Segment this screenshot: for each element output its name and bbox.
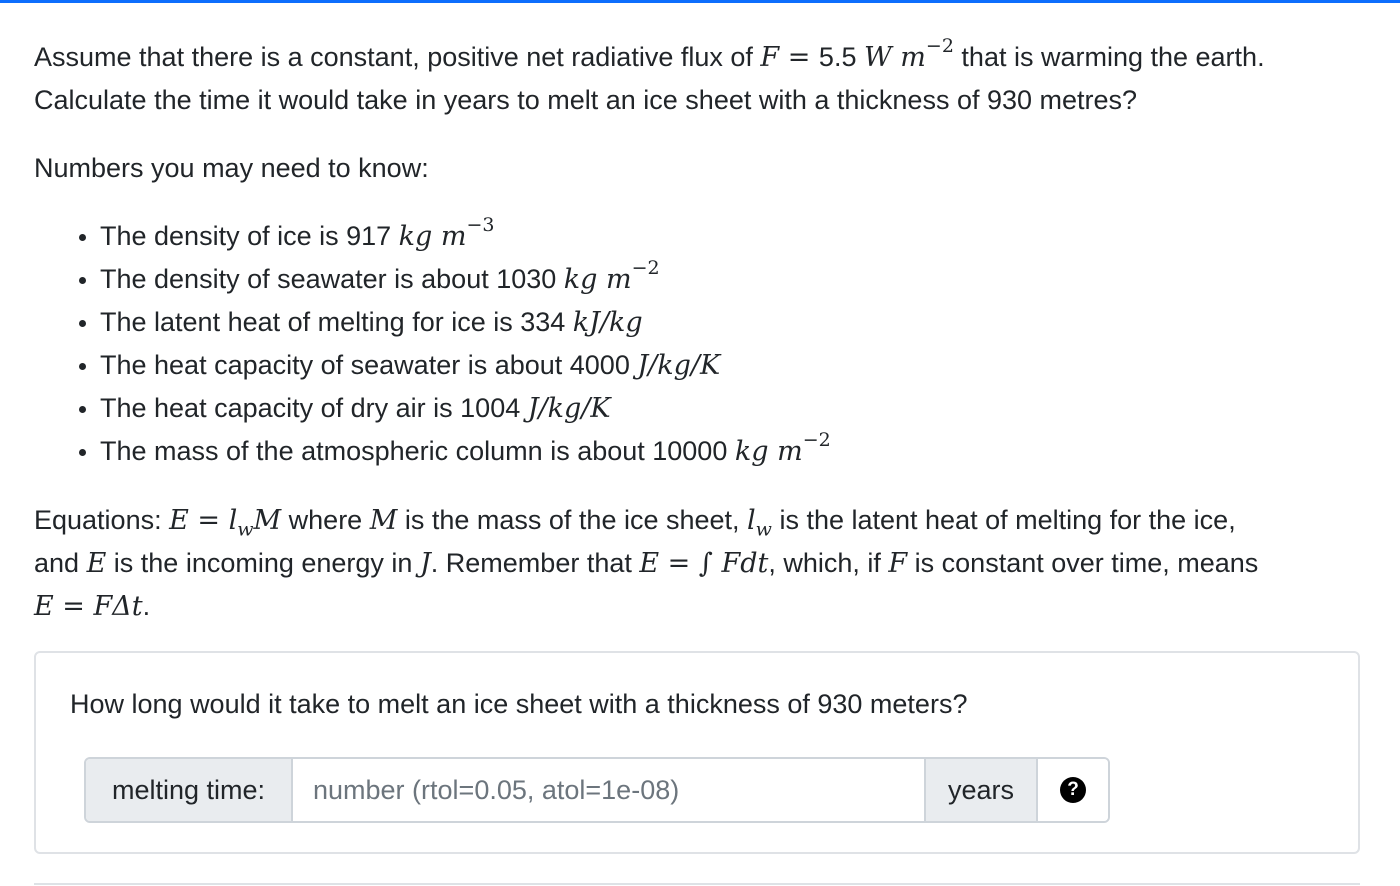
numbers-heading: Numbers you may need to know: [34, 153, 429, 183]
eq-math: E = l [169, 505, 238, 536]
help-button[interactable] [1036, 759, 1108, 821]
eq-math: E = ∫ Fdt [639, 548, 769, 579]
flux-symbol: F [760, 42, 780, 73]
fact-text: The heat capacity of dry air is 1004 [100, 393, 528, 423]
divider [34, 883, 1360, 885]
problem-statement [34, 36, 1374, 121]
fact-unit: kJ/kg [572, 307, 643, 338]
eq-text: is the latent heat of melting for the ice, [771, 505, 1236, 535]
eq-text: , which, if [768, 548, 889, 578]
eq-text: and [34, 548, 87, 578]
list-item [100, 387, 1374, 430]
answer-question: How long would it take to melt an ice sheet with a thickness of 930 meters? [70, 689, 968, 719]
list-item [100, 430, 1374, 473]
flux-exponent: −2 [925, 35, 954, 57]
fact-exponent: −2 [802, 429, 831, 451]
melting-time-input[interactable] [293, 759, 924, 821]
intro-text-end: that is warming the earth. [953, 42, 1265, 72]
eq-math: M [253, 505, 282, 536]
eq-text: . Remember that [430, 548, 640, 578]
eq-math: M [369, 505, 398, 536]
eq-math: l [747, 505, 756, 536]
list-item [100, 344, 1374, 387]
eq-subscript: w [755, 518, 772, 541]
eq-subscript: w [237, 518, 254, 541]
equals-sign: = [779, 42, 819, 73]
fact-exponent: −3 [466, 214, 495, 236]
unit-label: years [924, 759, 1036, 821]
eq-text: is the incoming energy in [106, 548, 420, 578]
top-accent-bar [0, 0, 1400, 3]
fact-unit: J/kg/K [637, 350, 721, 381]
question-body [34, 36, 1374, 628]
answer-input-group [84, 757, 1110, 823]
fact-exponent: −2 [631, 257, 660, 279]
eq-math: J [419, 548, 431, 579]
intro-text: Assume that there is a constant, positive net radiative flux of [34, 42, 761, 72]
eq-text: is constant over time, means [907, 548, 1259, 578]
fact-unit: kg m [563, 264, 632, 295]
flux-value: 5.5 [818, 42, 864, 72]
eq-text: where [281, 505, 370, 535]
fact-unit: kg m [734, 436, 803, 467]
fact-text: The heat capacity of seawater is about 4000 [100, 350, 638, 380]
input-label: melting time: [86, 759, 293, 821]
fact-text: The mass of the atmospheric column is about 10000 [100, 436, 735, 466]
fact-text: The latent heat of melting for ice is 334 [100, 307, 573, 337]
fact-text: The density of seawater is about 1030 [100, 264, 564, 294]
facts-list [34, 215, 1374, 473]
eq-text: is the mass of the ice sheet, [397, 505, 748, 535]
fact-text: The density of ice is 917 [100, 221, 399, 251]
eq-math: E [86, 548, 107, 579]
eq-text: . [142, 591, 151, 621]
list-item [100, 258, 1374, 301]
answer-card [34, 651, 1360, 854]
flux-unit: W m [863, 42, 926, 73]
intro-line-2: Calculate the time it would take in years to melt an ice sheet with a thickness of 930 metres? [34, 85, 1138, 115]
fact-unit: J/kg/K [527, 393, 611, 424]
eq-text: Equations: [34, 505, 170, 535]
equations-paragraph [34, 499, 1374, 628]
eq-math: F [888, 548, 908, 579]
list-item [100, 215, 1374, 258]
eq-math: E = FΔt [34, 591, 143, 622]
question-mark-icon[interactable]: ? [1060, 777, 1086, 803]
list-item [100, 301, 1374, 344]
fact-unit: kg m [398, 221, 467, 252]
